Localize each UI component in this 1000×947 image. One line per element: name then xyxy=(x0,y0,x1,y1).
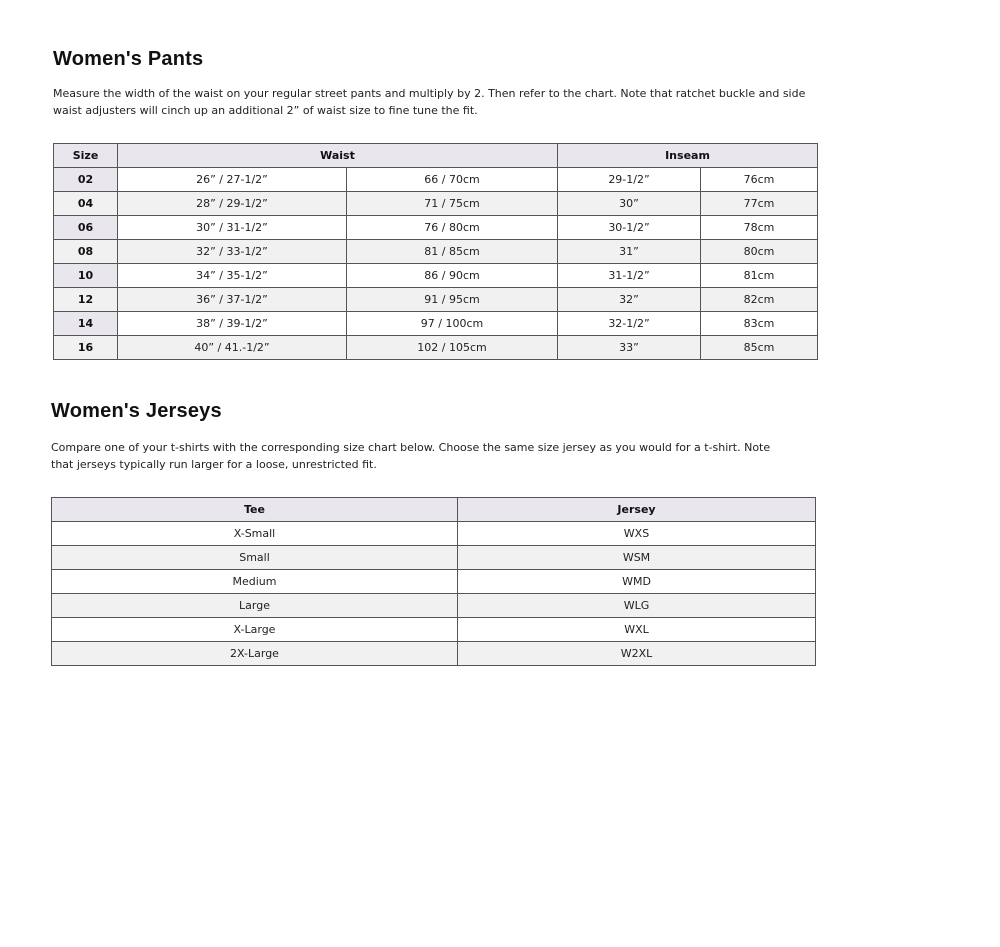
pants-section xyxy=(53,48,817,360)
size-cell: 06 xyxy=(54,216,118,240)
inseam-inches-cell: 32” xyxy=(558,288,701,312)
waist-inches-cell: 38” / 39-1/2” xyxy=(118,312,347,336)
inseam-inches-cell: 30” xyxy=(558,192,701,216)
waist-cm-cell: 71 / 75cm xyxy=(347,192,558,216)
table-row xyxy=(52,618,816,642)
waist-inches-cell: 30” / 31-1/2” xyxy=(118,216,347,240)
waist-cm-cell: 66 / 70cm xyxy=(347,168,558,192)
inseam-cm-cell: 81cm xyxy=(701,264,818,288)
inseam-header: Inseam xyxy=(558,144,818,168)
size-cell: 12 xyxy=(54,288,118,312)
pants-size-table xyxy=(53,143,818,360)
pants-intro: Measure the width of the waist on your regular street pants and multiply by 2. Then refer to the chart. Note that ratchet buckle and side waist adjusters will cinch up an additional 2” of waist size to fine tune the fit. xyxy=(53,87,806,117)
inseam-inches-cell: 32-1/2” xyxy=(558,312,701,336)
table-row xyxy=(52,522,816,546)
waist-cm-cell: 76 / 80cm xyxy=(347,216,558,240)
inseam-cm-cell: 80cm xyxy=(701,240,818,264)
table-row xyxy=(54,240,818,264)
waist-inches-cell: 40” / 41.-1/2” xyxy=(118,336,347,360)
jersey-size-cell: WXS xyxy=(458,522,816,546)
size-cell: 14 xyxy=(54,312,118,336)
waist-cm-cell: 86 / 90cm xyxy=(347,264,558,288)
waist-inches-cell: 28” / 29-1/2” xyxy=(118,192,347,216)
tee-size-cell: X-Small xyxy=(52,522,458,546)
size-cell: 16 xyxy=(54,336,118,360)
waist-inches-cell: 26” / 27-1/2” xyxy=(118,168,347,192)
inseam-inches-cell: 33” xyxy=(558,336,701,360)
table-row xyxy=(52,570,816,594)
inseam-cm-cell: 83cm xyxy=(701,312,818,336)
waist-cm-cell: 91 / 95cm xyxy=(347,288,558,312)
jerseys-section xyxy=(51,400,815,666)
waist-cm-cell: 81 / 85cm xyxy=(347,240,558,264)
inseam-cm-cell: 78cm xyxy=(701,216,818,240)
jersey-size-cell: W2XL xyxy=(458,642,816,666)
table-row xyxy=(54,312,818,336)
waist-cm-cell: 102 / 105cm xyxy=(347,336,558,360)
jersey-size-cell: WLG xyxy=(458,594,816,618)
jersey-size-cell: WSM xyxy=(458,546,816,570)
inseam-inches-cell: 30-1/2” xyxy=(558,216,701,240)
tee-header: Tee xyxy=(52,498,458,522)
tee-size-cell: Medium xyxy=(52,570,458,594)
jersey-size-cell: WXL xyxy=(458,618,816,642)
waist-header: Waist xyxy=(118,144,558,168)
waist-inches-cell: 36” / 37-1/2” xyxy=(118,288,347,312)
inseam-cm-cell: 82cm xyxy=(701,288,818,312)
size-cell: 04 xyxy=(54,192,118,216)
inseam-cm-cell: 77cm xyxy=(701,192,818,216)
table-row xyxy=(54,168,818,192)
tee-size-cell: Large xyxy=(52,594,458,618)
jerseys-title: Women's Jerseys xyxy=(51,400,222,422)
inseam-inches-cell: 29-1/2” xyxy=(558,168,701,192)
table-row xyxy=(54,216,818,240)
table-header-row xyxy=(54,144,818,168)
table-row xyxy=(52,594,816,618)
size-cell: 02 xyxy=(54,168,118,192)
table-header-row xyxy=(52,498,816,522)
size-header: Size xyxy=(54,144,118,168)
size-cell: 10 xyxy=(54,264,118,288)
waist-inches-cell: 34” / 35-1/2” xyxy=(118,264,347,288)
table-row xyxy=(54,192,818,216)
tee-size-cell: 2X-Large xyxy=(52,642,458,666)
table-row xyxy=(52,546,816,570)
table-row xyxy=(52,642,816,666)
inseam-inches-cell: 31-1/2” xyxy=(558,264,701,288)
jerseys-intro: Compare one of your t-shirts with the corresponding size chart below. Choose the same size jersey as you would for a t-shirt. Note that jerseys typically run larger for a loose, unrestricted fit. xyxy=(51,441,771,471)
inseam-cm-cell: 85cm xyxy=(701,336,818,360)
tee-size-cell: X-Large xyxy=(52,618,458,642)
pants-title: Women's Pants xyxy=(53,48,204,70)
jersey-size-cell: WMD xyxy=(458,570,816,594)
inseam-cm-cell: 76cm xyxy=(701,168,818,192)
jersey-header: Jersey xyxy=(458,498,816,522)
tee-size-cell: Small xyxy=(52,546,458,570)
size-cell: 08 xyxy=(54,240,118,264)
waist-cm-cell: 97 / 100cm xyxy=(347,312,558,336)
table-row xyxy=(54,288,818,312)
inseam-inches-cell: 31” xyxy=(558,240,701,264)
table-row xyxy=(54,264,818,288)
waist-inches-cell: 32” / 33-1/2” xyxy=(118,240,347,264)
table-row xyxy=(54,336,818,360)
jerseys-size-table xyxy=(51,497,816,666)
